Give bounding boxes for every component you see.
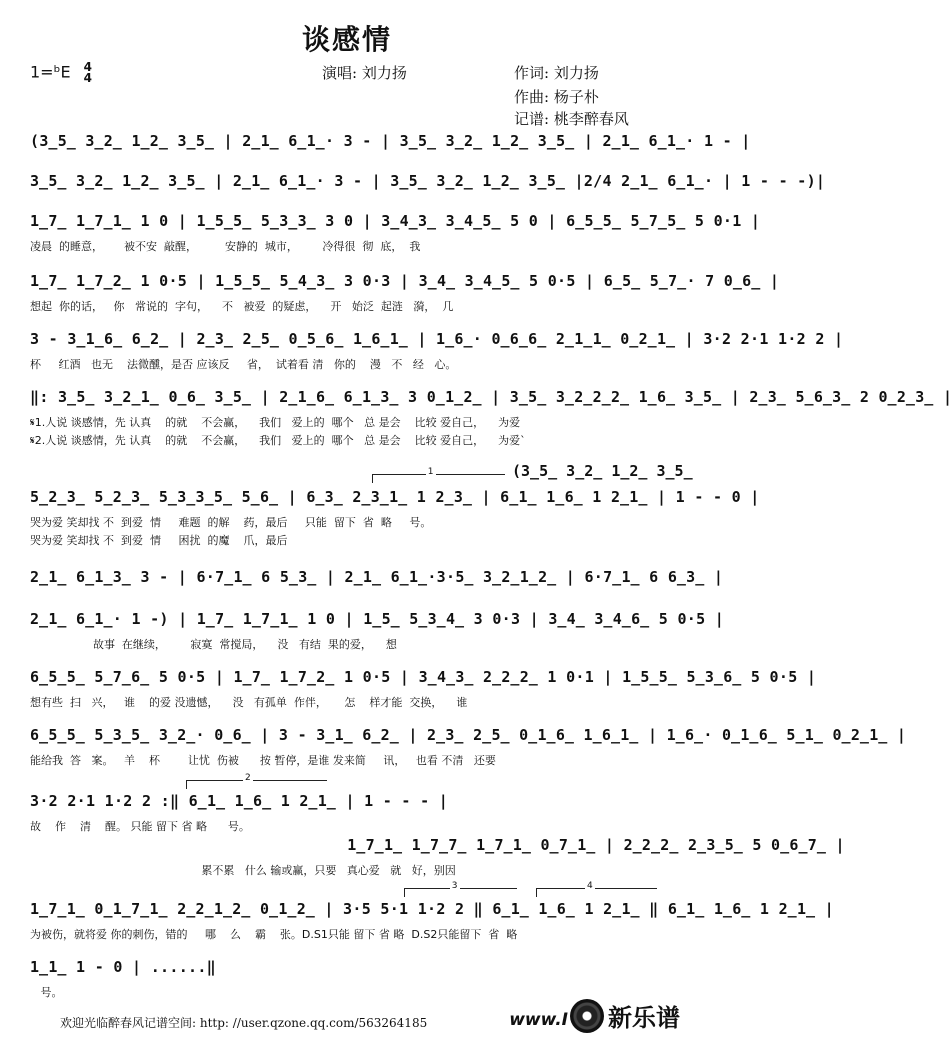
volta-bracket-1: [372, 467, 505, 483]
key-prefix: 1=: [30, 62, 54, 82]
score-row: 2̲1̲ 6̲1̲3̲ 3 - | 6·7̲1̲ 6 5̲3̲ | 2̲1̲ 6̲1̲·3·5̲ 3̲2̲1̲2̲ | 6·7̲1̲ 6 6̲3̲ |: [30, 568, 724, 586]
lyric-line: 想起 你的话， 你 常说的 字句， 不 被爱 的疑虑， 开 始泛 起涟 漪， 几: [30, 300, 454, 313]
volta-number: 1: [427, 467, 434, 477]
record-disc-icon: [570, 999, 604, 1033]
lyricist-credit: 作词: 刘力扬: [514, 64, 599, 82]
lyric-line: 累不累 什么 输或赢，只要 真心爱 就 好，别因: [30, 864, 456, 877]
score-row: 3·2 2·1 1·2 2 :‖ 6̲1̲ 1̲6̲ 1 2̲1̲ | 1 - - - |: [30, 792, 449, 810]
lyric-line: 故事 在继续， 寂寞 常搅局， 没 有结 果的爱， 想: [30, 638, 397, 651]
lyric-line: 𝄋2.人说 谈感情，先 认真 的就 不会赢， 我们 爱上的 哪个 总 是会 比较 爱自己， 为爱`: [30, 434, 526, 447]
brand-www: www.I: [509, 1010, 568, 1030]
volta-number: 3: [451, 881, 458, 891]
key-note: ᵇE: [53, 62, 71, 82]
volta-number: 4: [587, 881, 593, 891]
lyric-line: 想有些 扫 兴， 谁 的爱 没遗憾， 没 有孤单 作伴， 怎 样才能 交换， 谁: [30, 696, 468, 709]
lyric-line: 𝄋1.人说 谈感情，先 认真 的就 不会赢， 我们 爱上的 哪个 总 是会 比较 爱自己， 为爱: [30, 416, 521, 429]
score-row: (3̲5̲ 3̲2̲ 1̲2̲ 3̲5̲ | 2̲1̲ 6̲1̲· 3 - | 3̲5̲ 3̲2̲ 1̲2̲ 3̲5̲ | 2̲1̲ 6̲1̲· 1 - |: [30, 132, 751, 150]
intro-pickup: (3̲5̲ 3̲2̲ 1̲2̲ 3̲5̲: [512, 462, 693, 480]
time-denominator: 4: [83, 71, 93, 85]
lyric-line: 为被伤，就将爱 你的刺伤，错的 哪 么 霸 张。D.S1只能 留下 省 略 D.S2只能留下 省 略: [30, 928, 518, 941]
lyric-line: 哭为爱 笑却找 不 到爱 情 困扰 的魔 爪，最后: [30, 534, 288, 547]
score-row: 1̲1̲ 1 - 0 | ......‖: [30, 958, 217, 976]
key-signature: [30, 62, 92, 84]
score-row: 3̲5̲ 3̲2̲ 1̲2̲ 3̲5̲ | 2̲1̲ 6̲1̲· 3 - | 3̲5̲ 3̲2̲ 1̲2̲ 3̲5̲ |2/4 2̲1̲ 6̲1̲· | 1 - - -)|: [30, 172, 826, 190]
lyric-line: 能给我 答 案。 羊 杯 让忧 伤被 按 暂停，是谁 发来简 讯， 也看 不清 还要: [30, 754, 496, 767]
composer-credit: 作曲: 杨子朴: [514, 88, 599, 106]
brand-logo: [570, 998, 680, 1033]
lyric-line: 号。: [30, 986, 63, 999]
singer-credit: 演唱: 刘力扬: [322, 64, 407, 82]
score-row: 2̲1̲ 6̲1̲· 1 -) | 1̲7̲ 1̲7̲1̲ 1 0 | 1̲5̲ 5̲3̲4̲ 3 0·3 | 3̲4̲ 3̲4̲6̲ 5 0·5 |: [30, 610, 725, 628]
score-row: 3 - 3̲1̲6̲ 6̲2̲ | 2̲3̲ 2̲5̲ 0̲5̲6̲ 1̲6̲1̲ | 1̲6̲· 0̲6̲6̲ 2̲1̲1̲ 0̲2̲1̲ | 3·2 2·1 1·2 2 |: [30, 330, 844, 348]
lyric-line: 故 作 清 醒。 只能 留下 省 略 号。: [30, 820, 250, 833]
score-row: 5̲2̲3̲ 5̲2̲3̲ 5̲3̲3̲5̲ 5̲6̲ | 6̲3̲ 2̲3̲1̲ 1 2̲3̲ | 6̲1̲ 1̲6̲ 1 2̲1̲ | 1 - - 0 |: [30, 488, 760, 506]
lyric-line: 凌晨 的睡意， 被不安 敲醒， 安静的 城市， 冷得很 彻 底， 我: [30, 240, 421, 253]
volta-bracket-4: [536, 881, 657, 897]
footer-text: 欢迎光临醉春风记谱空间: http: //user.qzone.qq.com/563264185: [60, 1016, 428, 1030]
brand-name: 新乐谱: [608, 1004, 680, 1032]
volta-bracket-2: [186, 773, 327, 789]
score-row: 1̲7̲1̲ 1̲7̲7̲ 1̲7̲1̲ 0̲7̲1̲ | 2̲2̲2̲ 2̲3̲5̲ 5 0̲6̲7̲ |: [30, 836, 845, 854]
lyric-line: 杯 红酒 也无 法微醺，是否 应该反 省， 试着看 清 你的 漫 不 经 心。: [30, 358, 457, 371]
score-row: 6̲5̲5̲ 5̲3̲5̲ 3̲2̲· 0̲6̲ | 3 - 3̲1̲ 6̲2̲ | 2̲3̲ 2̲5̲ 0̲1̲6̲ 1̲6̲1̲ | 1̲6̲· 0̲1̲6̲ 5̲1̲ 0̲2̲1̲ |: [30, 726, 907, 744]
score-row: ‖: 3̲5̲ 3̲2̲1̲ 0̲6̲ 3̲5̲ | 2̲1̲6̲ 6̲1̲3̲ 3 0̲1̲2̲ | 3̲5̲ 3̲2̲2̲2̲ 1̲6̲ 3̲5̲ | 2̲3̲ 5̲6̲3̲ 2 0̲2̲3̲ |: [30, 388, 952, 406]
score-row: 1̲7̲ 1̲7̲1̲ 1 0 | 1̲5̲5̲ 5̲3̲3̲ 3 0 | 3̲4̲3̲ 3̲4̲5̲ 5 0 | 6̲5̲5̲ 5̲7̲5̲ 5 0·1 |: [30, 212, 761, 230]
volta-bracket-3: [404, 881, 517, 897]
volta-number: 2: [245, 773, 251, 783]
score-row: 6̲5̲5̲ 5̲7̲6̲ 5 0·5 | 1̲7̲ 1̲7̲2̲ 1 0·5 | 3̲4̲3̲ 2̲2̲2̲ 1 0·1 | 1̲5̲5̲ 5̲3̲6̲ 5 0·5 |: [30, 668, 817, 686]
score-row: 1̲7̲1̲ 0̲1̲7̲1̲ 2̲2̲1̲2̲ 0̲1̲2̲ | 3·5 5·1 1·2 2 ‖ 6̲1̲ 1̲6̲ 1 2̲1̲ ‖ 6̲1̲ 1̲6̲ 1 2̲1̲ |: [30, 900, 834, 918]
time-signature: [84, 62, 92, 84]
score-row: 1̲7̲ 1̲7̲2̲ 1 0·5 | 1̲5̲5̲ 5̲4̲3̲ 3 0·3 | 3̲4̲ 3̲4̲5̲ 5 0·5 | 6̲5̲ 5̲7̲· 7 0̲6̲ |: [30, 272, 780, 290]
lyric-line: 哭为爱 笑却找 不 到爱 情 难题 的解 药，最后 只能 留下 省 略 号。: [30, 516, 432, 529]
transcriber-credit: 记谱: 桃李醉春风: [514, 110, 629, 128]
page-title: 谈感情: [301, 23, 392, 56]
time-numerator: 4: [83, 60, 93, 74]
